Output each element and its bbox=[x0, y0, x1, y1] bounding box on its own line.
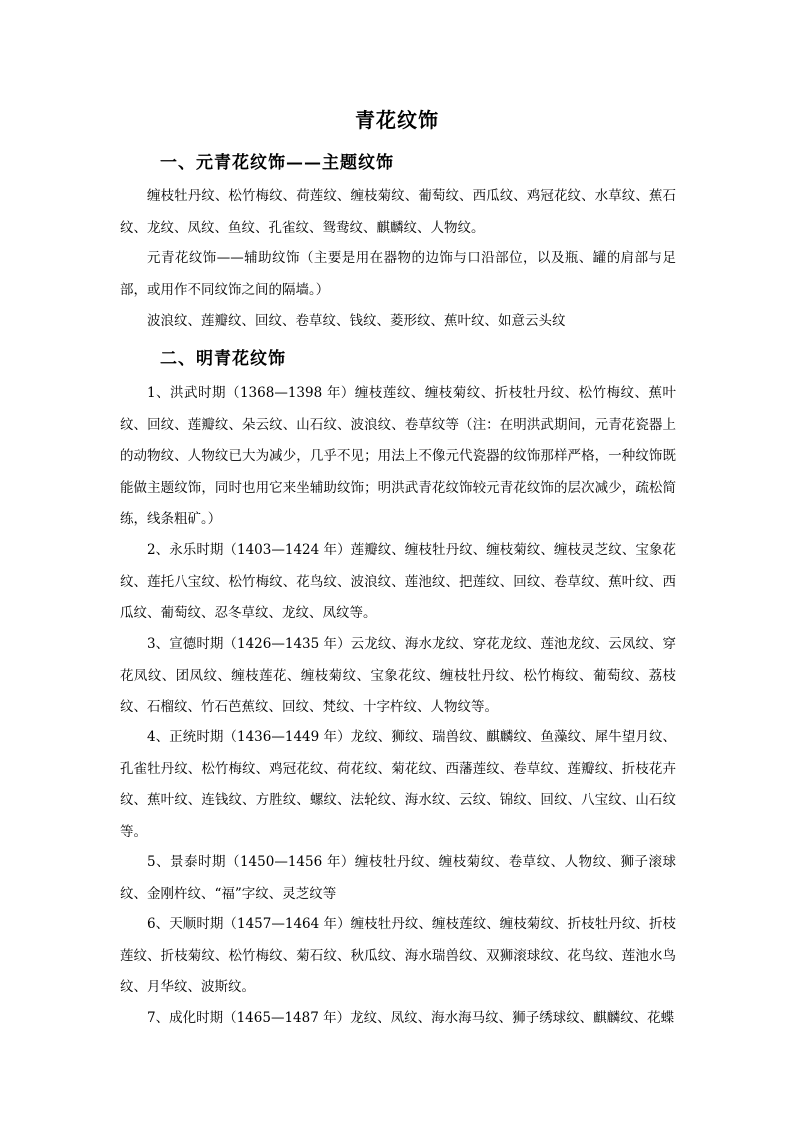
page-title: 青花纹饰 bbox=[355, 108, 439, 132]
paragraph-yuan-auxiliary-intro: 元青花纹饰——辅助纹饰（主要是用在器物的边饰与口沿部位，以及瓶、罐的肩部与足部，或用作不同纹饰之间的隔墙。） bbox=[120, 250, 676, 298]
list-item-yongle: 2、永乐时期（1403—1424 年）莲瓣纹、缠枝牡丹纹、缠枝菊纹、缠枝灵芝纹、宝象花纹、莲托八宝纹、松竹梅纹、花鸟纹、波浪纹、莲池纹、把莲纹、回纹、卷草纹、蕉叶纹、西瓜纹、葡萄纹、忍冬草纹、龙纹、凤纹等。 bbox=[120, 542, 676, 621]
list-item-zhengtong: 4、正统时期（1436—1449 年）龙纹、狮纹、瑞兽纹、麒麟纹、鱼藻纹、犀牛望月纹、孔雀牡丹纹、松竹梅纹、鸡冠花纹、荷花纹、菊花纹、西藩莲纹、卷草纹、莲瓣纹、折枝花卉纹、蕉叶纹、连钱纹、方胜纹、螺纹、法轮纹、海水纹、云纹、锦纹、回纹、八宝纹、山石纹等。 bbox=[120, 729, 676, 840]
list-item-jingtai: 5、景泰时期（1450—1456 年）缠枝牡丹纹、缠枝菊纹、卷草纹、人物纹、狮子滚球纹、金刚杵纹、“福”字纹、灵芝纹等 bbox=[120, 854, 676, 902]
list-item-xuande: 3、宣德时期（1426—1435 年）云龙纹、海水龙纹、穿花龙纹、莲池龙纹、云凤纹、穿花凤纹、团凤纹、缠枝莲花、缠枝菊纹、宝象花纹、缠枝牡丹纹、松竹梅纹、葡萄纹、荔枝纹、石榴纹、竹石芭蕉纹、回纹、梵纹、十字杵纹、人物纹等。 bbox=[120, 636, 676, 715]
section-heading-yuan: 一、元青花纹饰——主题纹饰 bbox=[160, 153, 394, 173]
list-item-tianshun: 6、天顺时期（1457—1464 年）缠枝牡丹纹、缠枝莲纹、缠枝菊纹、折枝牡丹纹、折枝莲纹、折枝菊纹、松竹梅纹、菊石纹、秋瓜纹、海水瑞兽纹、双狮滚球纹、花鸟纹、莲池水鸟纹、月华纹、波斯纹。 bbox=[120, 916, 676, 995]
section-heading-ming: 二、明青花纹饰 bbox=[160, 349, 286, 369]
list-item-hongwu: 1、洪武时期（1368—1398 年）缠枝莲纹、缠枝菊纹、折枝牡丹纹、松竹梅纹、蕉叶纹、回纹、莲瓣纹、朵云纹、山石纹、波浪纹、卷草纹等（注：在明洪武期间，元青花瓷器上的动物纹、人物纹已大为减少，几乎不见；用法上不像元代瓷器的纹饰那样严格，一种纹饰既能做主题纹饰，同时也用它来坐辅助纹饰；明洪武青花纹饰较元青花纹饰的层次减少，疏松简练，线条粗矿。） bbox=[120, 385, 676, 527]
paragraph-yuan-main-patterns: 缠枝牡丹纹、松竹梅纹、荷莲纹、缠枝菊纹、葡萄纹、西瓜纹、鸡冠花纹、水草纹、蕉石纹、龙纹、凤纹、鱼纹、孔雀纹、鸳鸯纹、麒麟纹、人物纹。 bbox=[120, 188, 676, 236]
list-item-chenghua: 7、成化时期（1465—1487 年）龙纹、凤纹、海水海马纹、狮子绣球纹、麒麟纹、花蝶 bbox=[147, 1010, 675, 1026]
paragraph-yuan-auxiliary-patterns: 波浪纹、莲瓣纹、回纹、卷草纹、钱纹、菱形纹、蕉叶纹、如意云头纹 bbox=[147, 313, 566, 329]
